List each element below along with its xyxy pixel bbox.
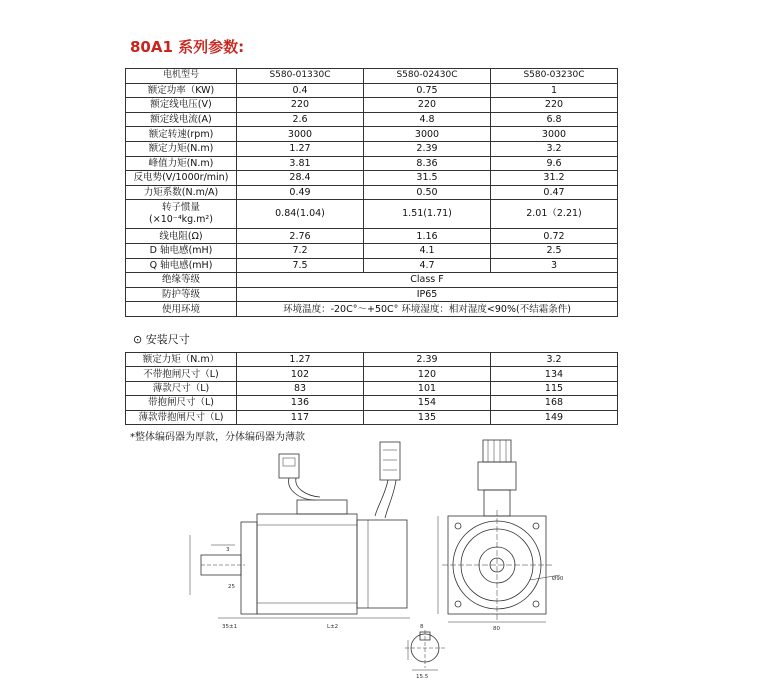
row-label: 额定线电压(V) [126,98,237,113]
cell: 6.8 [491,112,618,127]
header-cell: S580-01330C [237,69,364,84]
header-cell: S580-03230C [491,69,618,84]
table-row [126,353,618,367]
table-row [126,287,618,302]
spec-table [125,68,618,317]
table-header-row [126,69,618,84]
cell: 117 [237,410,364,424]
encoder-housing [357,520,407,608]
shaft [201,555,241,575]
cell: 1.27 [237,141,364,156]
cell: 149 [491,410,618,424]
row-label: 薄款带抱闸尺寸（L) [126,410,237,424]
cell: 2.39 [364,353,491,367]
row-label: Q 轴电感(mH) [126,258,237,273]
pilot-circle [453,521,541,609]
cell: 220 [237,98,364,113]
row-label: 薄款尺寸（L) [126,381,237,395]
cell: 102 [237,367,364,381]
flange [241,522,257,614]
table-row [126,243,618,258]
row-label: 额定力矩(N.m) [126,141,237,156]
plug [380,442,400,480]
row-label: 峰值力矩(N.m) [126,156,237,171]
cell: 3.2 [491,353,618,367]
cell: 134 [491,367,618,381]
side-view [190,442,410,618]
front-connector [478,462,516,490]
cell: 0.49 [237,185,364,200]
row-label: 额定线电流(A) [126,112,237,127]
cell: 83 [237,381,364,395]
cell: 120 [364,367,491,381]
cell: 4.7 [364,258,491,273]
row-label: 力矩系数(N.m/A) [126,185,237,200]
plug [279,454,299,478]
cell: 7.5 [237,258,364,273]
connector-block [297,500,347,514]
note-text: *整体编码器为厚款，分体编码器为薄款 [130,432,305,443]
shaft-section [405,630,445,670]
row-label: 额定功率（KW) [126,83,237,98]
dim-90: Ø90 [552,576,564,582]
page-title: 80A1 系列参数: [130,38,245,56]
row-label: 额定转速(rpm) [126,127,237,142]
row-label: 防护等级 [126,287,237,302]
cell: 4.1 [364,243,491,258]
cell: 2.6 [237,112,364,127]
cell: 28.4 [237,171,364,186]
cell: 101 [364,381,491,395]
table-row [126,410,618,424]
dim-80: 80 [493,626,500,632]
header-cell: S580-02430C [364,69,491,84]
cable [289,478,315,500]
cell: 2.76 [237,229,364,244]
table-row [126,381,618,395]
section-title: ⊙ 安装尺寸 [133,333,190,346]
cell: 3000 [364,127,491,142]
table-row [126,112,618,127]
row-label: 使用环境 [126,302,237,317]
cell: 1.51(1.71) [364,200,491,229]
table-row [126,367,618,381]
cell: 2.01（2.21) [491,200,618,229]
cell: 3.2 [491,141,618,156]
cell: 168 [491,396,618,410]
row-label: 不带抱闸尺寸（L) [126,367,237,381]
cell: 1.27 [237,353,364,367]
table-row [126,302,618,317]
cell: 2.39 [364,141,491,156]
cell: 1 [491,83,618,98]
cell: 0.75 [364,83,491,98]
shaft-circle [411,634,439,662]
table-row [126,200,618,229]
cell: 0.4 [237,83,364,98]
dim-35: 35±1 [222,624,238,630]
row-label: 反电势(V/1000r/min) [126,171,237,186]
cell: 0.84(1.04) [237,200,364,229]
dim-8: 8 [420,624,424,630]
cell: IP65 [237,287,618,302]
cell: Class F [237,273,618,288]
cell: 31.2 [491,171,618,186]
table-row [126,127,618,142]
dim-155: 15.5 [416,674,429,680]
cell: 0.50 [364,185,491,200]
cell: 3 [491,258,618,273]
cell: 220 [364,98,491,113]
cell: 8.36 [364,156,491,171]
table-row [126,229,618,244]
cell: 135 [364,410,491,424]
row-label: 线电阻(Ω) [126,229,237,244]
cell: 9.6 [491,156,618,171]
table-row [126,396,618,410]
cell: 3.81 [237,156,364,171]
table-row [126,83,618,98]
dim-25: 25 [228,584,235,590]
cell: 7.2 [237,243,364,258]
cell: 环境温度：-20C°～+50C° 环境湿度：相对湿度<90%(不结霜条件) [237,302,618,317]
cell: 4.8 [364,112,491,127]
inertia-label: 转子惯量 [161,202,200,214]
cell: 115 [491,381,618,395]
cell: 154 [364,396,491,410]
table-row [126,171,618,186]
cell: 0.72 [491,229,618,244]
table-row [126,185,618,200]
header-cell: 电机型号 [126,69,237,84]
front-view [438,440,560,622]
cell: 31.5 [364,171,491,186]
cell: 220 [491,98,618,113]
cell: 2.5 [491,243,618,258]
row-label: D 轴电感(mH) [126,243,237,258]
cell: 136 [237,396,364,410]
front-flange [448,516,546,614]
table-row [126,273,618,288]
cell: 3000 [237,127,364,142]
dim-3: 3 [226,547,230,553]
row-label: 带抱闸尺寸（L) [126,396,237,410]
table-row [126,258,618,273]
dimension-table [125,352,618,425]
table-row [126,156,618,171]
inertia-unit: (×10⁻⁴kg.m²) [149,214,213,226]
cell: 1.16 [364,229,491,244]
table-row [126,98,618,113]
row-label [126,200,237,229]
table-row [126,141,618,156]
cell: 3000 [491,127,618,142]
motor-body [257,514,357,614]
row-label: 额定力矩（N.m） [126,353,237,367]
row-label: 绝缘等级 [126,273,237,288]
dim-l: L±2 [327,624,339,630]
cell: 0.47 [491,185,618,200]
